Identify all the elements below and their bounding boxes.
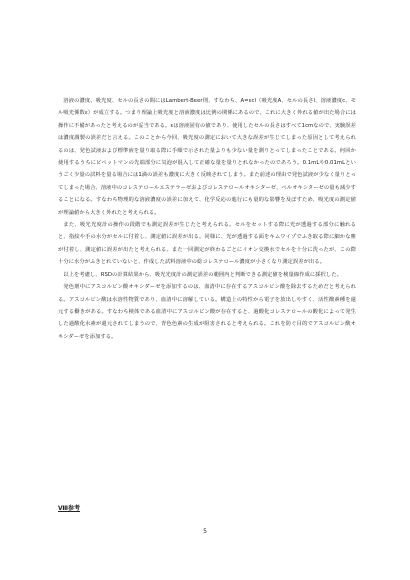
page-number: 5 — [203, 528, 207, 535]
paragraph-lambert-beer: 溶液の濃度、吸光度、セルの長さの間にはLambert-Beer則、すなわち、A=εcl（吸光度A、セルの長さl、溶液濃度c、モル吸光係数ε）が成立する。つまり理論上吸光度と溶液濃度は比例の関係にあるので、これに大きく外れる値が出た場合には操作に不備があったと考えるのが妥当である。εは溶液固有の値であり、使用したセルの長さはすべて1cmなので、実験誤差は濃度調製の誤差だと言える。このことから今回、吸光度の測定において大きな誤差が生じてしまった原因として考えられるのは、発色試液および標準液を量り取る際に手順で示された量よりも少ない量を測りとってしまったことである。何回か使用するうちにピペットマンの先端部分に気泡が混入して正確な量を量りとれなかったのであろう。0.1mLや0.01mLというごく少量の試料を量る場合には1滴の誤差も濃度に大きく反映されてしまう。また前述の理由で発色試液が少なく量りとってしまった場合、溶液中のコレステロールエステラーゼおよびコレステロールオキシターゼ、ペルオキシターゼの量も減少することになる。すなわち物理的な溶液濃度の誤差に加えて、化学反応の進行にも量的な影響を及ぼすため、吸光度の測定値が理論値から大きく外れたと考えられる。 — [58, 98, 356, 216]
paragraph-ascorbic-acid: 発色剤中にアスコルビン酸オキシダーゼを添加するのは、血清中に存在するアスコルビン酸を除去するためだと考えられる。アスコルビン酸は水溶性物質であり、血清中に溶解している。構造上の特性から電子を放出しやすく、活性酸素種を還元する働きがある。すなわち検体である血清中にアスコルビン酸が存在すると、過酸化コレステロールの酸化によって発生した過酸化水素が還元されてしまうので、青色色素の生成が阻害されると考えられる。これを防ぐ目的でアスコルビン酸オキシダーゼを添加する。 — [58, 284, 356, 340]
document-body — [58, 95, 356, 343]
paragraph-photometer-error: また、吸光光度計の操作の段階でも測定誤差が生じたと考えられる。セルをセットする際に光が透過する部分に触れると、指紋や手の水分がセルに付着し、測定値に誤差が出る。同様に、光が透過する面をキムワイプでふき取る際に細かな塵が付着し、測定値に誤差が出たと考えられる。また一回測定が終わるごとにイオン交換水でセルを十分に洗ったが、この際十分に水分がふきとれていないと、作成した試料溶液中の総コレステロール濃度が小さくなり測定誤差が出る。 — [58, 222, 356, 266]
section-heading: Ⅷ参考 — [58, 505, 81, 512]
paragraph-rsd: 以上を考慮し、RSDの計算結果から、吸光光度計の測定誤差の範囲内と判断できる測定値を検量線作成に採択した。 — [63, 271, 342, 278]
